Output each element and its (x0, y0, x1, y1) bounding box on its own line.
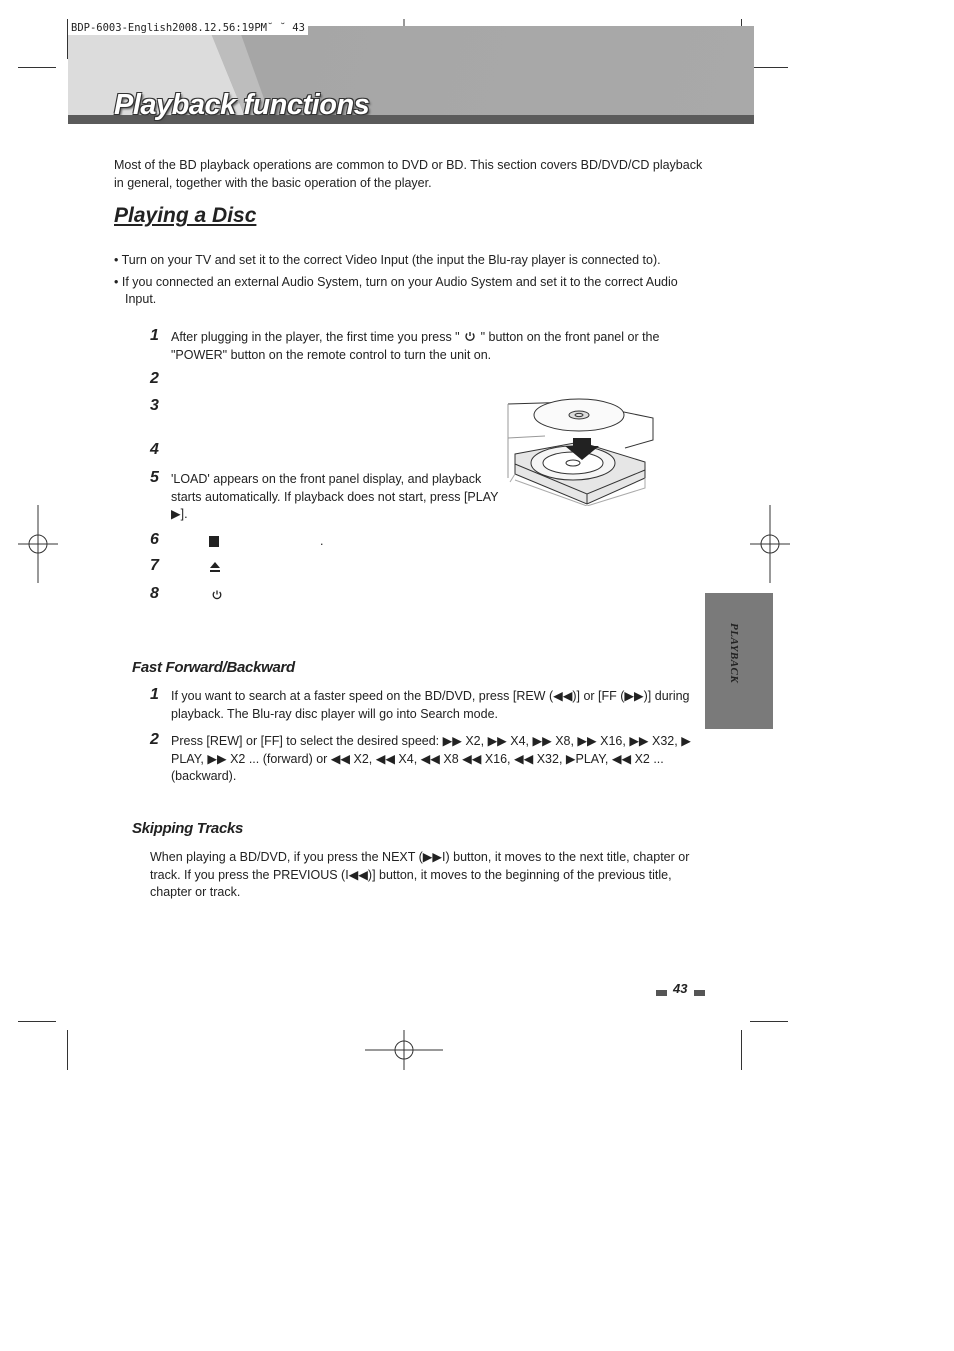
step-text: playback. The Blu-ray disc player will go into Search mode. (171, 706, 499, 721)
step-text: 'LOAD' appears on the front panel display, and playback (171, 472, 482, 486)
step-text: Press [REW] or [FF] to select the desired speed: ▶▶ X2, ▶▶ X4, ▶▶ X8, ▶▶ X16, ▶▶ X32, ▶ (171, 734, 691, 748)
step-number: 1 (150, 686, 159, 703)
step-number: 4 (150, 441, 159, 458)
bullet-list (114, 252, 714, 309)
step-text: ▶]. (171, 507, 188, 521)
step-number: 2 (150, 731, 159, 748)
side-tab-label: PLAYBACK (728, 623, 740, 684)
step-number: 8 (150, 585, 159, 602)
eject-icon (209, 561, 221, 573)
crop-mark (18, 67, 56, 68)
step-number: 3 (150, 397, 159, 414)
skip-line: When playing a BD/DVD, if you press the NEXT (▶▶I) button, it moves to the next title, chapter or (150, 850, 690, 864)
step-1-text (171, 329, 701, 364)
stop-icon (209, 536, 219, 547)
step-number: 6 (150, 531, 159, 548)
intro-line: in general, together with the basic operation of the player. (114, 175, 432, 190)
disc-tray-illustration (505, 398, 655, 506)
step-text: " button on the front panel or the (480, 330, 660, 344)
step-text: starts automatically. If playback does not start, press [PLAY (171, 489, 499, 504)
step-text: After plugging in the player, the first time you press " (171, 330, 460, 344)
registration-mark (18, 505, 58, 583)
crop-mark (741, 1030, 742, 1070)
step-number: 2 (150, 370, 159, 387)
skip-paragraph (150, 849, 710, 902)
bullet-item-continuation: Input. (125, 292, 157, 306)
bullet-item: • If you connected an external Audio System, turn on your Audio System and set it to the correct Audio (114, 274, 678, 289)
skip-line: chapter or track. (150, 885, 241, 899)
page-number-bar (694, 990, 705, 996)
registration-mark (365, 1030, 443, 1070)
step-number: 7 (150, 557, 159, 574)
page-title: Playback functions (114, 89, 370, 121)
title-banner (68, 26, 754, 124)
power-icon (463, 330, 477, 342)
bullet-item: • Turn on your TV and set it to the correct Video Input (the input the Blu-ray player is connected to). (114, 253, 661, 267)
page-number: 43 (673, 981, 688, 996)
crop-mark (67, 1030, 68, 1070)
page-number-bar (656, 990, 667, 996)
crop-mark (750, 1021, 788, 1022)
step-number: 1 (150, 327, 159, 344)
step-text: (backward). (171, 769, 237, 783)
section-heading: Playing a Disc (114, 204, 257, 227)
power-icon (211, 589, 223, 601)
step-text: PLAY, ▶▶ X2 ... (forward) or ◀◀ X2, ◀◀ X4, ◀◀ X8 ◀◀ X16, ◀◀ X32, ▶PLAY, ◀◀ X2 ... (171, 751, 664, 766)
section-side-tab (705, 593, 773, 729)
subsection-heading: Skipping Tracks (132, 820, 244, 837)
step-text: . (320, 534, 324, 548)
step-number: 5 (150, 469, 159, 486)
step-text: If you want to search at a faster speed on the BD/DVD, press [REW (◀◀)] or [FF (▶▶)] during (171, 689, 690, 703)
intro-paragraph (114, 157, 714, 192)
crop-mark (18, 1021, 56, 1022)
ff-step-1-text (171, 688, 711, 723)
ff-step-2-text (171, 733, 711, 786)
skip-line: track. If you press the PREVIOUS (I◀◀)] button, it moves to the beginning of the previous title, (150, 867, 672, 882)
step-5-text (171, 471, 501, 524)
crop-mark (750, 67, 788, 68)
print-slug: BDP-6003-English2008.12.56:19PM˘ ˘ 43 (68, 21, 308, 35)
step-text: "POWER" button on the remote control to turn the unit on. (171, 347, 492, 362)
intro-line: Most of the BD playback operations are common to DVD or BD. This section covers BD/DVD/CD playback (114, 158, 703, 172)
subsection-heading: Fast Forward/Backward (132, 659, 295, 676)
registration-mark (750, 505, 790, 583)
